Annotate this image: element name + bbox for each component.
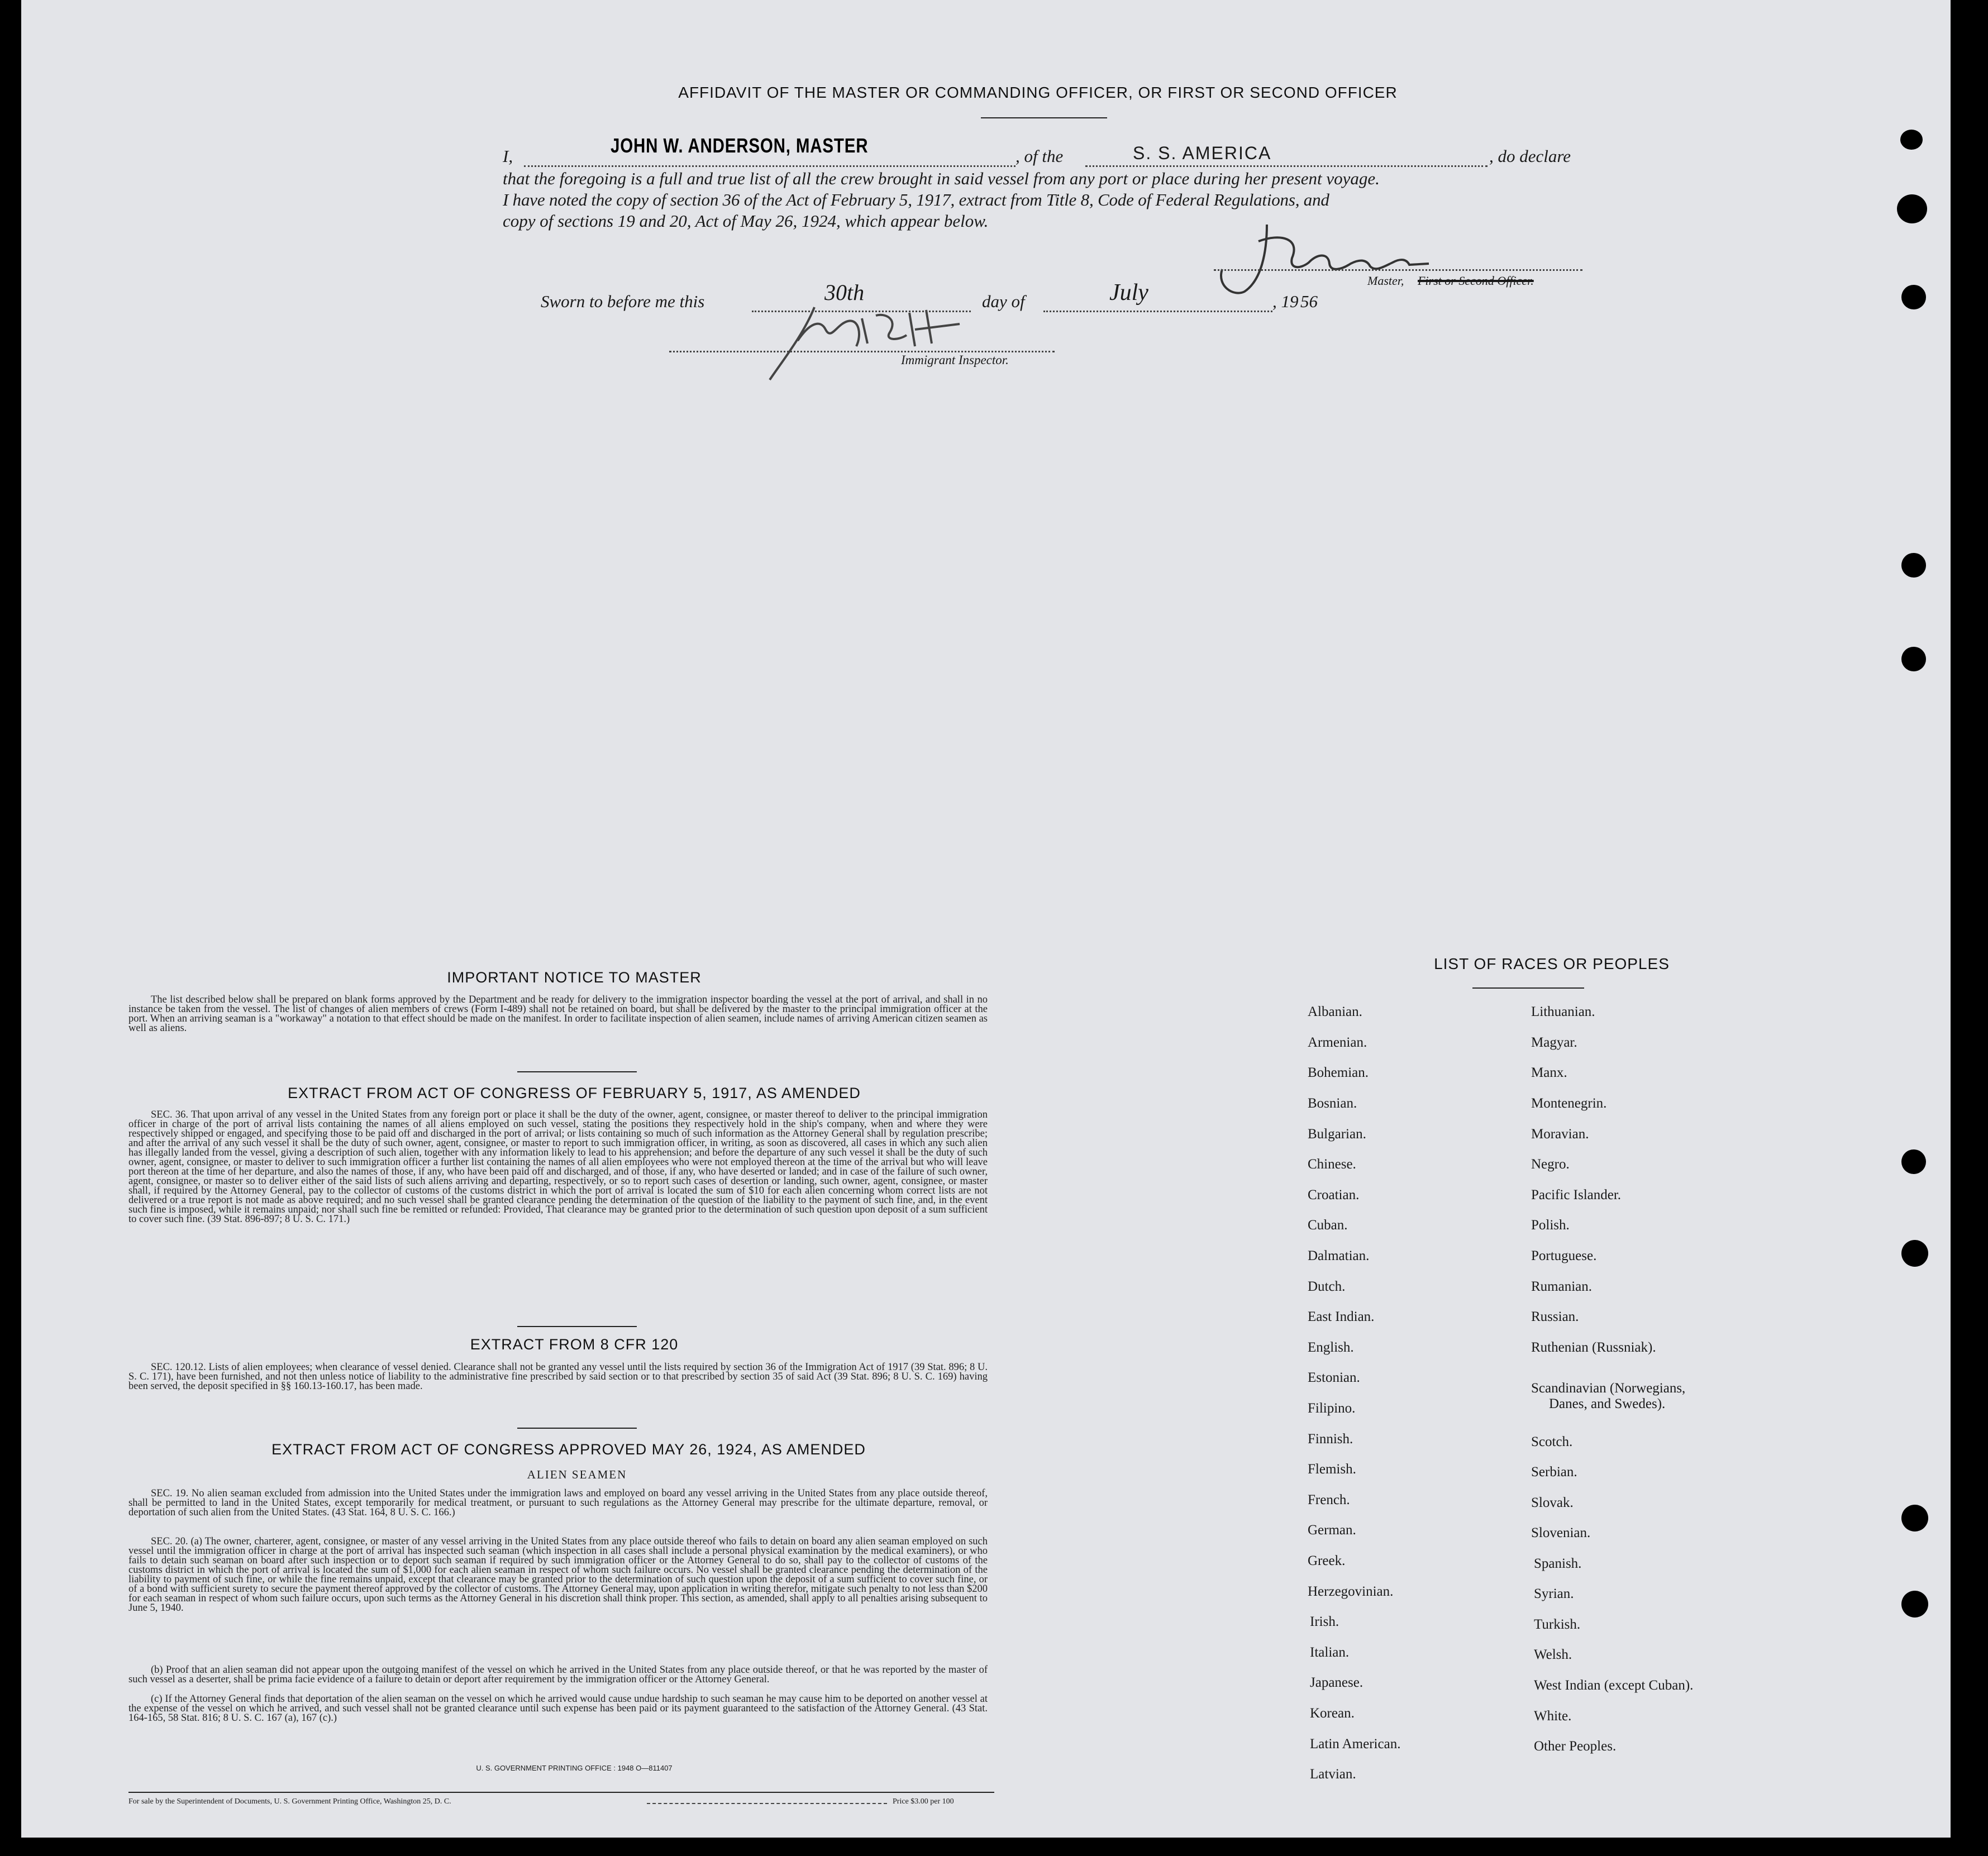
race-item: Chinese.	[1308, 1157, 1356, 1172]
notice-text: The list described below shall be prepared on blank forms approved by the Department and be ready for delivery to the immigration inspector boarding the vessel at the port of arrival, and shall in no instance be taken from the vessel. The list of changes of alien members of crews (Form I-489) shall not be retained on board, but shall be delivered by the master to the principal immigration officer at the port. When an arriving seaman is a "workaway" a notation to that effect should be made on the manifest. In order to facilitate inspection of alien seamen, include names of arriving American citizen seamen as well as aliens.	[128, 994, 988, 1034]
day-of-label: day of	[982, 292, 1025, 311]
race-item: East Indian.	[1308, 1309, 1375, 1324]
race-item: Ruthenian (Russniak).	[1531, 1340, 1656, 1355]
extract-1924-title: EXTRACT FROM ACT OF CONGRESS APPROVED MAY 26, 1924, AS AMENDED	[271, 1441, 866, 1458]
race-item: Greek.	[1308, 1553, 1346, 1568]
declarant-prefix: I,	[503, 146, 513, 166]
master-signature-line	[1214, 269, 1582, 271]
punch-hole	[1901, 285, 1926, 309]
master-name-field[interactable]: JOHN W. ANDERSON, MASTER	[611, 134, 869, 157]
race-item: Armenian.	[1308, 1035, 1367, 1050]
race-item: Korean.	[1310, 1706, 1355, 1721]
race-item: Latin American.	[1310, 1736, 1401, 1752]
vessel-line	[1085, 165, 1488, 167]
title-divider	[981, 117, 1107, 118]
inspector-signature-line	[669, 351, 1055, 352]
punch-hole	[1901, 553, 1926, 578]
price-notice: Price $3.00 per 100	[893, 1797, 954, 1806]
race-item: Croatian.	[1308, 1187, 1360, 1203]
declaration-line-3: I have noted the copy of section 36 of the Act of February 5, 1917, extract from Title 8, Code of Federal Regulations, and	[503, 190, 1329, 209]
sworn-prefix: Sworn to before me this	[541, 292, 705, 311]
sworn-month-field[interactable]: July	[1109, 280, 1148, 306]
extract-cfr-divider	[517, 1428, 637, 1429]
struck-officer-label: First or Second Officer.	[1418, 274, 1534, 288]
race-item: French.	[1308, 1492, 1350, 1507]
race-item: Scandinavian (Norwegians,	[1531, 1381, 1686, 1396]
notice-title: IMPORTANT NOTICE TO MASTER	[447, 969, 702, 986]
master-name-line	[524, 165, 1016, 167]
races-title: LIST OF RACES OR PEOPLES	[1434, 955, 1670, 972]
race-item: White.	[1534, 1709, 1572, 1724]
race-item: Moravian.	[1531, 1127, 1589, 1142]
race-item: Dutch.	[1308, 1279, 1346, 1294]
race-item: Dalmatian.	[1308, 1248, 1370, 1263]
punch-hole	[1901, 647, 1926, 671]
form-sheet	[21, 0, 1951, 1838]
master-signature	[1183, 219, 1474, 303]
race-item: Bulgarian.	[1308, 1127, 1366, 1142]
race-item: Herzegovinian.	[1308, 1584, 1394, 1599]
inspector-signature	[747, 302, 1016, 385]
race-item: Syrian.	[1534, 1586, 1574, 1601]
race-item: Scotch.	[1531, 1434, 1573, 1449]
race-item: Slovak.	[1531, 1495, 1574, 1510]
affidavit-title: AFFIDAVIT OF THE MASTER OR COMMANDING OFFICER, OR FIRST OR SECOND OFFICER	[678, 84, 1398, 101]
sec-20a-text: SEC. 20. (a) The owner, charterer, agent, consignee, or master of any vessel arriving in the United States from any place outside thereof who fails to detain on board any alien seaman employed on such vessel until the immigration officer in charge at the port of arrival has inspected such seaman (which inspection in all cases shall include a personal physical examination by the medical examiners), or who fails to detain such seaman on board after such inspection or to deport such seaman if required by such immigration officer or the Attorney General to do so, shall pay to the collector of customs of the customs district in which the port of arrival is located the sum of $1,000 for each alien seaman in respect of whom such failure occurs. No vessel shall be granted clearance pending the determination of the liability to payment of such fine, or while the fine remains unpaid, except that clearance may be granted prior to the determination of such question upon the deposit of a sum sufficient to cover such fine, or of a bond with sufficient surety to secure the payment thereof approved by the collector of customs. The Attorney General may, upon application in writing therefor, mitigate such penalty to not less than $200 for each seaman in respect of whom such failure occurs, upon such terms as the Attorney General in his discretion shall think proper. This section, as amended, shall apply to all penalties arising subsequent to June 5, 1940.	[128, 1536, 988, 1614]
inspector-label: Immigrant Inspector.	[901, 353, 1009, 367]
race-item: Bosnian.	[1308, 1096, 1357, 1111]
race-item: German.	[1308, 1523, 1356, 1538]
declaration-line-4: copy of sections 19 and 20, Act of May 26, 1924, which appear below.	[503, 211, 989, 231]
extract-1917-title: EXTRACT FROM ACT OF CONGRESS OF FEBRUARY 5, 1917, AS AMENDED	[288, 1085, 861, 1101]
sec-20c-text: (c) If the Attorney General finds that deportation of the alien seaman on the vessel on which he arrived would cause undue hardship to such seaman he may cause him to be deported on another vessel at the expense of the vessel on which he arrived, and such vessel shall not be granted clearance until such expense has been paid or its payment guaranteed to the satisfaction of the Attorney General. (43 Stat. 164-165, 58 Stat. 816; 8 U. S. C. 167 (a), 167 (c).)	[128, 1693, 988, 1724]
alien-seamen-subtitle: ALIEN SEAMEN	[527, 1468, 627, 1481]
race-item: Cuban.	[1308, 1218, 1348, 1233]
race-item: Welsh.	[1534, 1647, 1572, 1662]
race-item: Negro.	[1531, 1157, 1570, 1172]
extract-cfr-text: SEC. 120.12. Lists of alien employees; when clearance of vessel denied. Clearance shall not be granted any vessel until the lists required by section 36 of the Immigration Act of 1917 (39 Stat. 896; 8 U. S. C. 171), have been furnished, and not then unless notice of liability to the administrative fine prescribed by said section or to that prescribed by section 35 of said Act (39 Stat. 896; 8 U. S. C. 169) having been served, the deposit specified in §§ 160.13-160.17, has been made.	[128, 1362, 988, 1392]
extract-1917-divider	[517, 1326, 637, 1327]
race-item: Filipino.	[1308, 1401, 1356, 1416]
extract-1917-text: SEC. 36. That upon arrival of any vessel in the United States from any foreign port or place it shall be the duty of the owner, agent, consignee, or master thereof to deliver to the principal immigration officer in charge of the port of arrival lists containing the names of all aliens employed on such vessel, stating the positions they respectively hold in the ship's company, when and where they were respectively shipped or engaged, and specifying those to be paid off and discharged in the port of arrival; or lists containing so much of such information as the Attorney General shall by regulation prescribe; and after the arrival of any such vessel it shall be the duty of such owner, agent, consignee, or master to report to such immigration officer, in writing, as soon as discovered, all cases in which any such alien has illegally landed from the vessel, giving a description of such alien, together with any information likely to lead to his apprehension; and before the departure of any such vessel it shall be the duty of such owner, agent, consignee, or master to deliver to such immigration officer a further list containing the names of all alien employees who were not employed thereon at the time of the arrival but who will leave port thereon at the time of her departure, and also the names of those, if any, who have been paid off and discharged, and of those, if any, who have deserted or landed; and in case of the failure of such owner, agent, consignee, or master so to deliver either of the said lists of such aliens arriving and departing, respectively, or so to report such cases of desertion or landing, such owner, agent, consignee, or master shall, if required by the Attorney General, pay to the collector of customs of the customs district in which the port of arrival is located the sum of $10 for each alien concerning whom correct lists are not delivered or a true report is not made as above required; and no such vessel shall be granted clearance pending the determination of the question of the liability to the payment of such fine, and, in the event such fine is imposed, while it remains unpaid; nor shall such fine be remitted or refunded: Provided, That clearance may be granted prior to the determination of such question upon deposit of a sum sufficient to cover such fine. (39 Stat. 896-897; 8 U. S. C. 171.)	[128, 1109, 988, 1225]
sec-20b-text: (b) Proof that an alien seaman did not appear upon the outgoing manifest of the vessel on which he arrived in the United States from any place outside thereof, or that he was reported by the master of such vessel as a deserter, shall be prima facie evidence of a failure to detain or deport after requirement by the immigration officer or the Attorney General.	[128, 1664, 988, 1685]
race-item: Flemish.	[1308, 1462, 1356, 1477]
sworn-month-line	[1043, 311, 1272, 312]
race-item: Irish.	[1310, 1614, 1339, 1629]
race-item: Slovenian.	[1531, 1525, 1591, 1540]
gpo-imprint: U. S. GOVERNMENT PRINTING OFFICE : 1948 O—811407	[476, 1764, 673, 1772]
race-item: Danes, and Swedes).	[1549, 1396, 1666, 1411]
race-item: Bohemian.	[1308, 1065, 1369, 1080]
master-title-label: Master,	[1367, 274, 1404, 288]
notice-divider	[517, 1071, 637, 1072]
race-item: Magyar.	[1531, 1035, 1577, 1050]
footer-dash-leader	[647, 1803, 887, 1804]
sworn-year-field[interactable]: 56	[1300, 292, 1318, 311]
do-declare-label: , do declare	[1489, 146, 1571, 166]
race-item: Polish.	[1531, 1218, 1570, 1233]
punch-hole	[1901, 1505, 1928, 1531]
race-item: English.	[1308, 1340, 1354, 1355]
of-the-label: , of the	[1016, 146, 1064, 166]
race-item: Pacific Islander.	[1531, 1187, 1622, 1203]
race-item: Portuguese.	[1531, 1248, 1597, 1263]
extract-cfr-title: EXTRACT FROM 8 CFR 120	[470, 1336, 679, 1353]
race-item: Albanian.	[1308, 1004, 1362, 1019]
race-item: Italian.	[1310, 1645, 1350, 1660]
race-item: Estonian.	[1308, 1370, 1360, 1385]
footer-rule	[128, 1792, 994, 1793]
races-divider	[1472, 987, 1584, 989]
declaration-line-2: that the foregoing is a full and true list of all the crew brought in said vessel from any port or place during her present voyage.	[503, 169, 1380, 188]
sworn-day-field[interactable]: 30th	[824, 280, 865, 305]
year-prefix: , 19	[1272, 292, 1299, 311]
punch-hole	[1901, 1149, 1926, 1174]
race-item: Lithuanian.	[1531, 1004, 1595, 1019]
sale-notice: For sale by the Superintendent of Documents, U. S. Government Printing Office, Washington 25, D. C.	[128, 1797, 451, 1806]
race-item: Russian.	[1531, 1309, 1579, 1324]
race-item: Turkish.	[1534, 1617, 1581, 1632]
punch-hole	[1901, 1591, 1928, 1618]
race-item: Montenegrin.	[1531, 1096, 1607, 1111]
race-item: Spanish.	[1534, 1556, 1582, 1571]
race-item: West Indian (except Cuban).	[1534, 1678, 1694, 1693]
race-item: Finnish.	[1308, 1432, 1353, 1447]
race-item: Latvian.	[1310, 1767, 1356, 1782]
sec-19-text: SEC. 19. No alien seaman excluded from admission into the United States under the immigration laws and employed on board any vessel arriving in the United States from any place outside thereof, shall be permitted to land in the United States, except temporarily for medical treatment, or pursuant to such regulations as the Attorney General may prescribe for the ultimate departure, removal, or deportation of such alien from the United States. (43 Stat. 164, 8 U. S. C. 166.)	[128, 1488, 988, 1518]
race-item: Other Peoples.	[1534, 1739, 1617, 1754]
punch-hole	[1897, 194, 1927, 223]
race-item: Manx.	[1531, 1065, 1567, 1080]
vessel-name-field[interactable]: S. S. AMERICA	[1133, 143, 1272, 163]
race-item: Rumanian.	[1531, 1279, 1593, 1294]
punch-hole	[1900, 130, 1923, 150]
punch-hole	[1901, 1240, 1928, 1267]
race-item: Serbian.	[1531, 1464, 1577, 1480]
race-item: Japanese.	[1310, 1675, 1364, 1690]
